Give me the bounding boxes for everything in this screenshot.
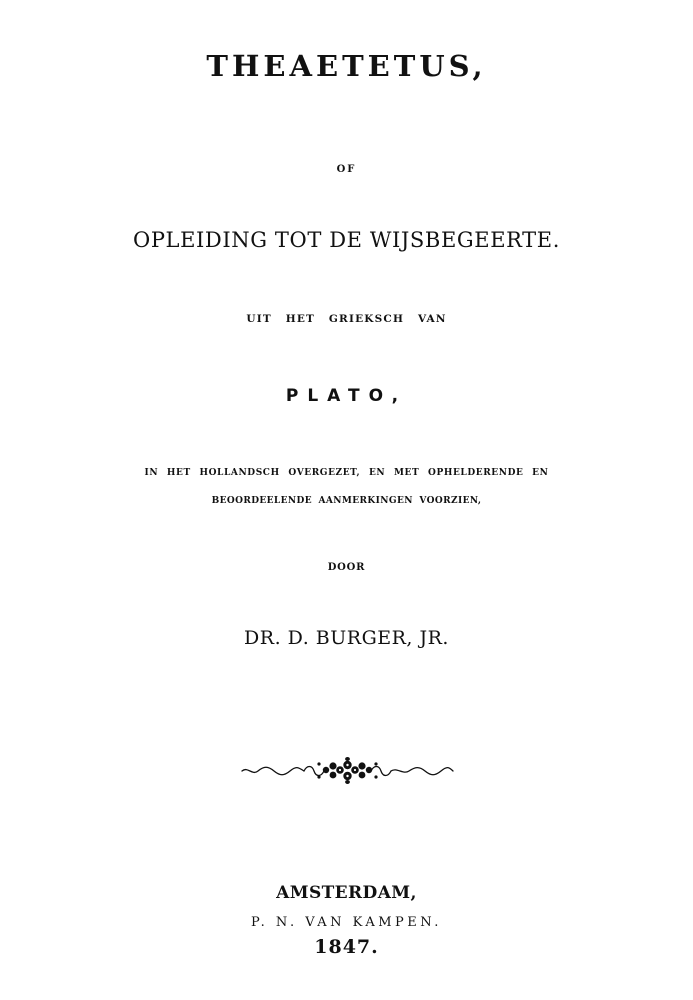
imprint-city: AMSTERDAM, xyxy=(276,883,417,903)
floral-ornament xyxy=(240,755,455,787)
book-subtitle: OPLEIDING TOT DE WIJSBEGEERTE. xyxy=(133,228,560,252)
translated-from-line: UIT HET GRIEKSCH VAN xyxy=(246,313,447,325)
book-title: THEAETETUS, xyxy=(206,49,487,83)
description-line-2: BEOORDEELENDE AANMERKINGEN VOORZIEN, xyxy=(211,496,482,506)
translator-name: DR. D. BURGER, JR. xyxy=(244,627,449,649)
imprint-year: 1847. xyxy=(314,936,379,958)
original-author: PLATO, xyxy=(285,386,408,406)
by-line: DOOR xyxy=(327,562,366,573)
imprint-publisher: P. N. VAN KAMPEN. xyxy=(251,915,442,930)
description-line-1: IN HET HOLLANDSCH OVERGEZET, EN MET OPHELDERENDE EN xyxy=(144,468,549,478)
title-conjunction: OF xyxy=(336,164,357,175)
